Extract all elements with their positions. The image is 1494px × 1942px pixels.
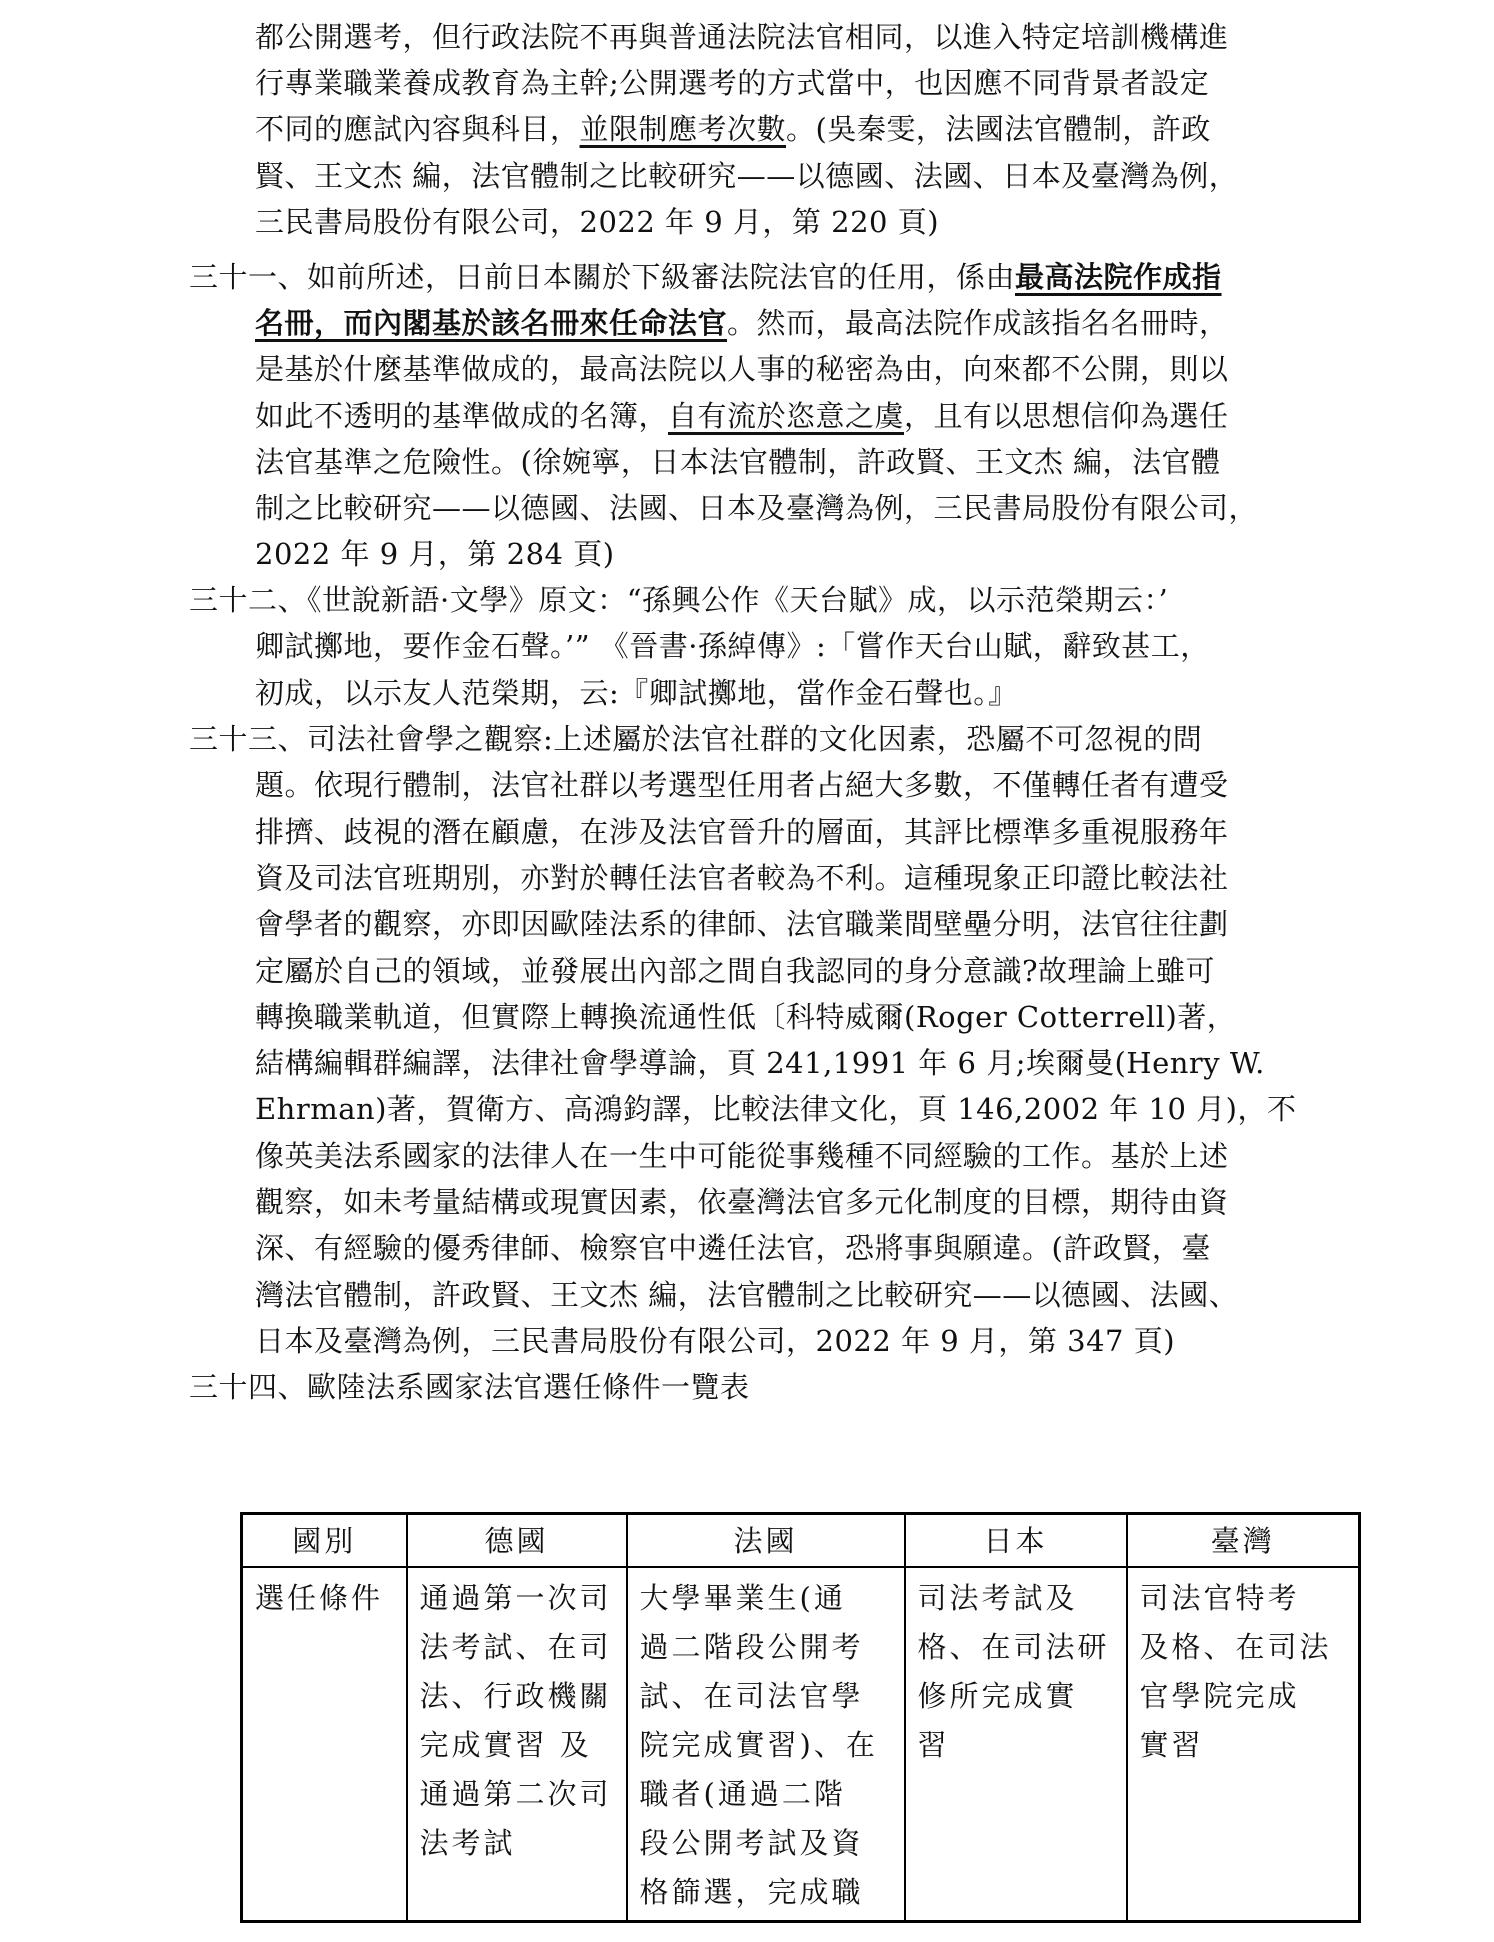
text-line: 三十二、《世說新語·文學》原文：“孫興公作《天台賦》成，以示范榮期云：’ xyxy=(189,583,1169,617)
cell-line: 習 xyxy=(917,1728,950,1762)
header-france: 法國 xyxy=(627,1514,905,1568)
header-germany: 德國 xyxy=(407,1514,627,1568)
header-taiwan: 臺灣 xyxy=(1127,1514,1360,1568)
cell-france xyxy=(627,1567,905,1922)
text-line: 排擠、歧視的潛在顧慮，在涉及法官晉升的層面，其評比標準多重視服務年 xyxy=(255,814,1229,849)
cell-line: 完成實習 及 xyxy=(419,1728,592,1762)
text-line: 法官基準之危險性。(徐婉寧，日本法官體制，許政賢、王文杰 編，法官體 xyxy=(255,445,1221,479)
cell-line: 過二階段公開考 xyxy=(639,1630,864,1664)
judge-selection-table xyxy=(240,1512,1361,1923)
bold-underlined-text: 最高法院作成指 xyxy=(1015,260,1222,294)
text-line: 三民書局股份有限公司，2022 年 9 月，第 220 頁) xyxy=(255,205,940,239)
text-line: 制之比較研究——以德國、法國、日本及臺灣為例，三民書局股份有限公司， xyxy=(255,491,1259,525)
cell-japan xyxy=(905,1567,1127,1922)
text-span: 。(吳秦雯，法國法官體制，許政 xyxy=(786,112,1211,146)
header-country: 國別 xyxy=(242,1514,407,1568)
cell-line: 實習 xyxy=(1139,1728,1204,1762)
text-line: 觀察，如未考量結構或現實因素，依臺灣法官多元化制度的目標，期待由資 xyxy=(255,1185,1229,1219)
bold-underlined-text: 名冊，而內閣基於該名冊來任命法官 xyxy=(255,306,728,340)
text-line: 行專業職業養成教育為主幹;公開選考的方式當中，也因應不同背景者設定 xyxy=(255,66,1210,100)
cell-line: 院完成實習)、在 xyxy=(639,1728,878,1762)
cell-line: 試、在司法官學 xyxy=(639,1679,864,1713)
row-label-selection-conditions: 選任條件 xyxy=(242,1567,407,1922)
text-line: 是基於什麼基準做成的，最高法院以人事的秘密為由，向來都不公開，則以 xyxy=(255,352,1229,386)
cell-line: 段公開考試及資 xyxy=(639,1826,864,1860)
text-line: 題。依現行體制，法官社群以考選型任用者占絕大多數，不僅轉任者有遭受 xyxy=(255,768,1229,803)
text-span: ，且有以思想信仰為選任 xyxy=(904,399,1229,433)
text-line: 卿試擲地，要作金石聲。’” 《晉書·孫綽傳》:「嘗作天台山賦，辭致甚工， xyxy=(255,629,1210,663)
cell-taiwan xyxy=(1127,1567,1360,1922)
cell-germany xyxy=(407,1567,627,1922)
cell-line: 修所完成實 xyxy=(917,1679,1078,1713)
text-line xyxy=(255,106,1211,152)
text-line: 會學者的觀察，亦即因歐陸法系的律師、法官職業間壁壘分明，法官往往劃 xyxy=(255,907,1229,942)
text-line: 轉換職業軌道，但實際上轉換流通性低〔科特威爾(Roger Cotterrell)著， xyxy=(255,999,1237,1034)
cell-line: 格篩選，完成職 xyxy=(639,1875,864,1909)
table-row xyxy=(242,1567,1360,1922)
cell-line: 法考試 xyxy=(419,1826,516,1860)
text-line: 定屬於自己的領域，並發展出內部之間自我認同的身分意識?故理論上雖可 xyxy=(255,953,1216,988)
underlined-text: 自有流於恣意之虞 xyxy=(668,399,905,433)
text-line: 灣法官體制，許政賢、王文杰 編，法官體制之比較研究——以德國、法國、 xyxy=(255,1277,1239,1312)
cell-line: 法考試、在司 xyxy=(419,1630,612,1664)
cell-line: 通過第一次司 xyxy=(419,1581,612,1615)
text-line xyxy=(255,300,1229,346)
text-line: 資及司法官班期別，亦對於轉任法官者較為不利。這種現象正印證比較法社 xyxy=(255,860,1229,895)
cell-line: 司法官特考 xyxy=(1139,1581,1300,1615)
text-line: 像英美法系國家的法律人在一生中可能從事幾種不同經驗的工作。基於上述 xyxy=(255,1138,1229,1173)
cell-line: 通過第二次司 xyxy=(419,1777,612,1811)
text-span: 如此不透明的基準做成的名簿， xyxy=(255,399,669,433)
cell-line: 大學畢業生(通 xyxy=(639,1581,846,1615)
text-span: 不同的應試內容與科目， xyxy=(255,112,580,146)
text-line: 三十三、司法社會學之觀察:上述屬於法官社群的文化因素，恐屬不可忽視的問 xyxy=(189,722,1203,756)
cell-line: 官學院完成 xyxy=(1139,1679,1300,1713)
text-span: 。然而，最高法院作成該指名名冊時， xyxy=(727,306,1229,340)
cell-line: 職者(通過二階 xyxy=(639,1777,846,1811)
cell-line: 法、行政機關 xyxy=(419,1679,612,1713)
note-34-heading: 三十四、歐陸法系國家法官選任條件一覽表 xyxy=(189,1370,750,1405)
cell-line: 司法考試及 xyxy=(917,1581,1078,1615)
text-line: 日本及臺灣為例，三民書局股份有限公司，2022 年 9 月，第 347 頁) xyxy=(255,1323,1176,1358)
text-span: 三十一、如前所述，日前日本關於下級審法院法官的任用，係由 xyxy=(189,260,1016,294)
text-line: 2022 年 9 月，第 284 頁) xyxy=(255,537,615,571)
text-line: Ehrman)著，賀衛方、高鴻鈞譯，比較法律文化，頁 146,2002 年 10 月)，不 xyxy=(255,1092,1297,1127)
header-japan: 日本 xyxy=(905,1514,1127,1568)
text-line xyxy=(255,393,1229,439)
text-line: 初成，以示友人范榮期，云:『卿試擲地，當作金石聲也。』 xyxy=(255,676,1018,710)
text-line: 結構編輯群編譯，法律社會學導論，頁 241,1991 年 6 月;埃爾曼(Henry W. xyxy=(255,1046,1265,1081)
text-line: 賢、王文杰 編，法官體制之比較研究——以德國、法國、日本及臺灣為例， xyxy=(255,159,1239,193)
cell-line: 格、在司法研 xyxy=(917,1630,1110,1664)
cell-line: 及格、在司法 xyxy=(1139,1630,1332,1664)
text-line: 深、有經驗的優秀律師、檢察官中遴任法官，恐將事與願違。(許政賢，臺 xyxy=(255,1231,1211,1266)
table-header-row xyxy=(242,1514,1360,1568)
underlined-text: 並限制應考次數 xyxy=(579,112,787,146)
text-line xyxy=(189,254,1222,300)
text-line: 都公開選考，但行政法院不再與普通法院法官相同，以進入特定培訓機構進 xyxy=(255,20,1229,54)
